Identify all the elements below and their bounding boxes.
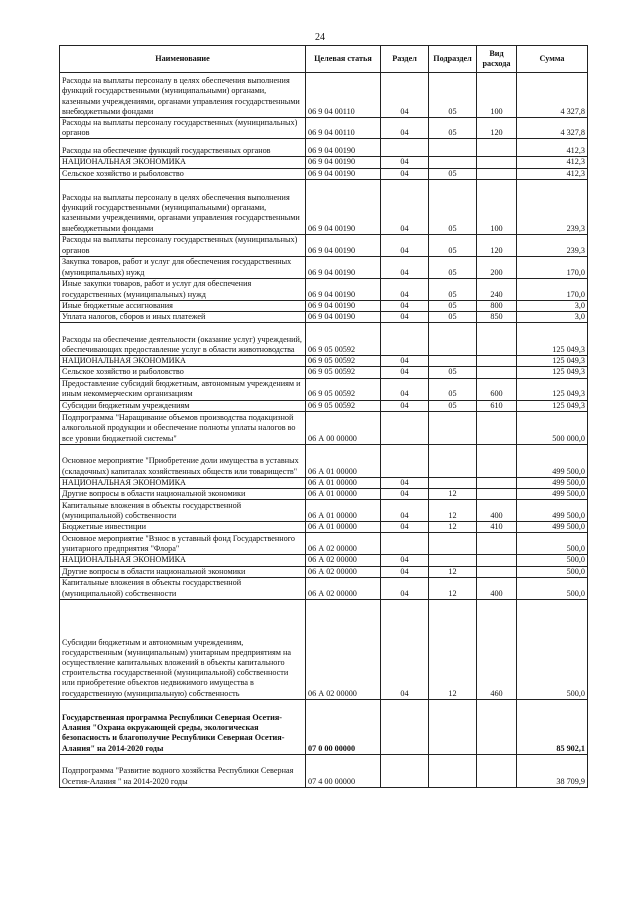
cell-expense-type: 200: [477, 256, 517, 278]
cell-subsection: 05: [429, 378, 477, 400]
cell-article: 06 9 05 00592: [306, 356, 381, 367]
cell-expense-type: 400: [477, 500, 517, 522]
cell-subsection: [429, 444, 477, 477]
cell-sum: 239,3: [517, 179, 588, 234]
cell-sum: 85 902,1: [517, 699, 588, 754]
cell-article: 06 А 01 00000: [306, 477, 381, 488]
cell-sum: 500 000,0: [517, 411, 588, 444]
cell-section: 04: [381, 477, 429, 488]
cell-section: 04: [381, 168, 429, 179]
cell-sum: 499 500,0: [517, 522, 588, 533]
cell-subsection: 05: [429, 118, 477, 139]
cell-expense-type: 850: [477, 312, 517, 323]
cell-subsection: 05: [429, 256, 477, 278]
table-row: [60, 234, 588, 256]
cell-section: 04: [381, 599, 429, 699]
table-header-row: [60, 46, 588, 73]
cell-expense-type: 600: [477, 378, 517, 400]
cell-article: 06 9 05 00592: [306, 400, 381, 411]
cell-section: 04: [381, 157, 429, 168]
table-row: [60, 566, 588, 577]
cell-expense-type: [477, 139, 517, 157]
cell-sum: 412,3: [517, 139, 588, 157]
table-row: [60, 367, 588, 378]
cell-article: 06 9 04 00110: [306, 118, 381, 139]
cell-section: 04: [381, 489, 429, 500]
cell-sum: 500,0: [517, 555, 588, 566]
cell-name: Расходы на выплаты персоналу в целях обеспечения выполнения функций государственными (муниципальными) органами, казенными учреждениями, органами управления государственными внебюджетными фондами: [60, 73, 306, 118]
cell-subsection: 05: [429, 73, 477, 118]
cell-expense-type: [477, 367, 517, 378]
cell-section: 04: [381, 400, 429, 411]
cell-article: 06 9 04 00190: [306, 179, 381, 234]
cell-subsection: 12: [429, 566, 477, 577]
column-header-expense-type: Вид расхода: [477, 46, 517, 73]
cell-expense-type: [477, 477, 517, 488]
cell-article: 06 А 01 00000: [306, 489, 381, 500]
cell-sum: 239,3: [517, 234, 588, 256]
cell-sum: 3,0: [517, 300, 588, 311]
cell-section: [381, 139, 429, 157]
cell-sum: 500,0: [517, 599, 588, 699]
table-row: [60, 577, 588, 599]
cell-section: 04: [381, 300, 429, 311]
cell-subsection: 12: [429, 599, 477, 699]
cell-subsection: 05: [429, 179, 477, 234]
cell-article: 06 9 04 00190: [306, 312, 381, 323]
cell-sum: 499 500,0: [517, 444, 588, 477]
table-row: [60, 522, 588, 533]
cell-name: Сельское хозяйство и рыболовство: [60, 168, 306, 179]
cell-expense-type: 610: [477, 400, 517, 411]
table-row: [60, 477, 588, 488]
cell-name: Подпрограмма "Наращивание объемов производства подакцизной алкогольной продукции и обеспечение полноты уплаты налогов во все уровни бюджетной системы": [60, 411, 306, 444]
cell-section: 04: [381, 367, 429, 378]
table-row: [60, 599, 588, 699]
cell-name: НАЦИОНАЛЬНАЯ ЭКОНОМИКА: [60, 356, 306, 367]
cell-name: Уплата налогов, сборов и иных платежей: [60, 312, 306, 323]
cell-article: 06 9 04 00190: [306, 139, 381, 157]
cell-expense-type: 120: [477, 118, 517, 139]
cell-subsection: 12: [429, 577, 477, 599]
cell-name: Расходы на выплаты персоналу в целях обеспечения выполнения функций государственными (муниципальными) органами, казенными учреждениями, органами управления государственными внебюджетными фондами: [60, 179, 306, 234]
cell-article: 06 А 00 00000: [306, 411, 381, 444]
cell-name: Государственная программа Республики Северная Осетия-Алания "Охрана окружающей среды, экологическая безопасность и благополучие Республики Северная Осетия-Алания" на 2014-2020 годы: [60, 699, 306, 754]
cell-article: 06 А 01 00000: [306, 444, 381, 477]
cell-subsection: 05: [429, 278, 477, 300]
cell-expense-type: [477, 533, 517, 555]
cell-subsection: 05: [429, 300, 477, 311]
cell-expense-type: 800: [477, 300, 517, 311]
column-header-sum: Сумма: [517, 46, 588, 73]
cell-article: 06 9 05 00592: [306, 323, 381, 356]
cell-name: Расходы на обеспечение деятельности (оказание услуг) учреждений, обеспечивающих предоставление услуг в области животноводства: [60, 323, 306, 356]
column-header-name: Наименование: [60, 46, 306, 73]
cell-article: 06 9 04 00190: [306, 168, 381, 179]
cell-article: 06 9 05 00592: [306, 367, 381, 378]
cell-sum: 500,0: [517, 533, 588, 555]
cell-section: 04: [381, 522, 429, 533]
cell-subsection: 05: [429, 234, 477, 256]
cell-section: [381, 411, 429, 444]
cell-article: 06 9 04 00190: [306, 300, 381, 311]
cell-section: 04: [381, 73, 429, 118]
cell-sum: 125 049,3: [517, 378, 588, 400]
table-row: [60, 118, 588, 139]
cell-article: 07 4 00 00000: [306, 754, 381, 787]
cell-subsection: 05: [429, 168, 477, 179]
cell-expense-type: [477, 444, 517, 477]
table-row: [60, 73, 588, 118]
cell-section: [381, 754, 429, 787]
table-row: [60, 278, 588, 300]
cell-expense-type: 460: [477, 599, 517, 699]
cell-name: Капитальные вложения в объекты государственной (муниципальной) собственности: [60, 577, 306, 599]
cell-sum: 412,3: [517, 168, 588, 179]
cell-section: 04: [381, 555, 429, 566]
cell-sum: 170,0: [517, 278, 588, 300]
cell-section: 04: [381, 234, 429, 256]
cell-article: 06 9 04 00190: [306, 234, 381, 256]
cell-name: Расходы на выплаты персоналу государственных (муниципальных) органов: [60, 234, 306, 256]
cell-subsection: 12: [429, 500, 477, 522]
page-number: 24: [315, 32, 325, 43]
cell-article: 06 А 01 00000: [306, 500, 381, 522]
cell-subsection: [429, 699, 477, 754]
cell-sum: 38 709,9: [517, 754, 588, 787]
cell-name: Предоставление субсидий бюджетным, автономным учреждениям и иным некоммерческим организациям: [60, 378, 306, 400]
budget-table: [59, 45, 588, 788]
cell-article: 06 А 02 00000: [306, 599, 381, 699]
cell-name: Расходы на обеспечение функций государственных органов: [60, 139, 306, 157]
cell-expense-type: [477, 566, 517, 577]
cell-name: Бюджетные инвестиции: [60, 522, 306, 533]
cell-sum: 3,0: [517, 312, 588, 323]
cell-expense-type: [477, 411, 517, 444]
cell-sum: 125 049,3: [517, 367, 588, 378]
cell-expense-type: 400: [477, 577, 517, 599]
cell-expense-type: [477, 489, 517, 500]
table-body: [60, 73, 588, 788]
table-row: [60, 256, 588, 278]
cell-article: 06 9 04 00190: [306, 256, 381, 278]
cell-article: 06 А 02 00000: [306, 577, 381, 599]
cell-name: Расходы на выплаты персоналу государственных (муниципальных) органов: [60, 118, 306, 139]
cell-sum: 4 327,8: [517, 73, 588, 118]
cell-article: 07 0 00 00000: [306, 699, 381, 754]
cell-name: Подпрограмма "Развитие водного хозяйства Республики Северная Осетия-Алания " на 2014-2020 годы: [60, 754, 306, 787]
cell-name: Основное мероприятие "Взнос в уставный фонд Государственного унитарного предприятия "Флора": [60, 533, 306, 555]
cell-expense-type: [477, 168, 517, 179]
cell-name: Закупка товаров, работ и услуг для обеспечения государственных (муниципальных) нужд: [60, 256, 306, 278]
cell-subsection: [429, 533, 477, 555]
cell-article: 06 А 02 00000: [306, 533, 381, 555]
table-row: [60, 312, 588, 323]
cell-name: Субсидии бюджетным учреждениям: [60, 400, 306, 411]
table-row: [60, 300, 588, 311]
cell-sum: 499 500,0: [517, 477, 588, 488]
cell-expense-type: 100: [477, 179, 517, 234]
cell-sum: 500,0: [517, 566, 588, 577]
cell-article: 06 9 04 00110: [306, 73, 381, 118]
cell-name: НАЦИОНАЛЬНАЯ ЭКОНОМИКА: [60, 477, 306, 488]
cell-expense-type: [477, 555, 517, 566]
cell-subsection: 05: [429, 400, 477, 411]
cell-section: [381, 444, 429, 477]
cell-section: 04: [381, 256, 429, 278]
cell-subsection: 12: [429, 489, 477, 500]
cell-sum: 4 327,8: [517, 118, 588, 139]
table-row: [60, 356, 588, 367]
cell-expense-type: [477, 323, 517, 356]
cell-sum: 500,0: [517, 577, 588, 599]
cell-section: 04: [381, 312, 429, 323]
cell-name: Другие вопросы в области национальной экономики: [60, 566, 306, 577]
cell-name: Иные закупки товаров, работ и услуг для обеспечения государственных (муниципальных) нужд: [60, 278, 306, 300]
table-row: [60, 378, 588, 400]
cell-subsection: [429, 754, 477, 787]
cell-name: Субсидии бюджетным и автономным учреждениям, государственным (муниципальным) унитарным предприятиям на осуществление капитальных вложений в объекты капитального строительства государственной (муниципальной) собственности или приобретение объектов недвижимого имущества в государственную (муниципальную) собственность: [60, 599, 306, 699]
cell-article: 06 9 04 00190: [306, 157, 381, 168]
cell-sum: 125 049,3: [517, 400, 588, 411]
cell-subsection: 05: [429, 367, 477, 378]
cell-name: Сельское хозяйство и рыболовство: [60, 367, 306, 378]
column-header-article: Целевая статья: [306, 46, 381, 73]
cell-section: 04: [381, 356, 429, 367]
cell-sum: 412,3: [517, 157, 588, 168]
table-row: [60, 157, 588, 168]
cell-section: 04: [381, 118, 429, 139]
table-row: [60, 139, 588, 157]
cell-section: 04: [381, 577, 429, 599]
cell-name: Другие вопросы в области национальной экономики: [60, 489, 306, 500]
column-header-subsection: Подраздел: [429, 46, 477, 73]
cell-subsection: [429, 157, 477, 168]
cell-expense-type: 410: [477, 522, 517, 533]
cell-subsection: 12: [429, 522, 477, 533]
table-row: [60, 699, 588, 754]
cell-expense-type: 120: [477, 234, 517, 256]
cell-article: 06 9 05 00592: [306, 378, 381, 400]
table-row: [60, 323, 588, 356]
cell-section: [381, 699, 429, 754]
table-row: [60, 533, 588, 555]
cell-subsection: [429, 323, 477, 356]
cell-article: 06 А 02 00000: [306, 555, 381, 566]
cell-section: [381, 533, 429, 555]
cell-section: [381, 323, 429, 356]
cell-subsection: [429, 139, 477, 157]
cell-expense-type: [477, 157, 517, 168]
cell-name: Основное мероприятие "Приобретение доли имущества в уставных (складочных) капиталах хозяйственных обществ или товариществ": [60, 444, 306, 477]
cell-section: 04: [381, 378, 429, 400]
cell-subsection: 05: [429, 312, 477, 323]
cell-sum: 125 049,3: [517, 356, 588, 367]
cell-name: Иные бюджетные ассигнования: [60, 300, 306, 311]
table-row: [60, 489, 588, 500]
cell-section: 04: [381, 566, 429, 577]
cell-expense-type: [477, 699, 517, 754]
cell-article: 06 А 01 00000: [306, 522, 381, 533]
table-row: [60, 411, 588, 444]
cell-section: 04: [381, 179, 429, 234]
cell-sum: 170,0: [517, 256, 588, 278]
cell-sum: 125 049,3: [517, 323, 588, 356]
cell-expense-type: 100: [477, 73, 517, 118]
cell-section: 04: [381, 500, 429, 522]
cell-name: Капитальные вложения в объекты государственной (муниципальной) собственности: [60, 500, 306, 522]
cell-subsection: [429, 411, 477, 444]
table-row: [60, 400, 588, 411]
cell-article: 06 9 04 00190: [306, 278, 381, 300]
table-row: [60, 168, 588, 179]
table-row: [60, 179, 588, 234]
cell-name: НАЦИОНАЛЬНАЯ ЭКОНОМИКА: [60, 157, 306, 168]
cell-expense-type: [477, 356, 517, 367]
column-header-section: Раздел: [381, 46, 429, 73]
table-row: [60, 500, 588, 522]
cell-section: 04: [381, 278, 429, 300]
table-row: [60, 444, 588, 477]
table-row: [60, 754, 588, 787]
cell-article: 06 А 02 00000: [306, 566, 381, 577]
cell-subsection: [429, 356, 477, 367]
cell-expense-type: 240: [477, 278, 517, 300]
cell-subsection: [429, 477, 477, 488]
table-row: [60, 555, 588, 566]
cell-expense-type: [477, 754, 517, 787]
cell-name: НАЦИОНАЛЬНАЯ ЭКОНОМИКА: [60, 555, 306, 566]
cell-sum: 499 500,0: [517, 489, 588, 500]
cell-subsection: [429, 555, 477, 566]
cell-sum: 499 500,0: [517, 500, 588, 522]
